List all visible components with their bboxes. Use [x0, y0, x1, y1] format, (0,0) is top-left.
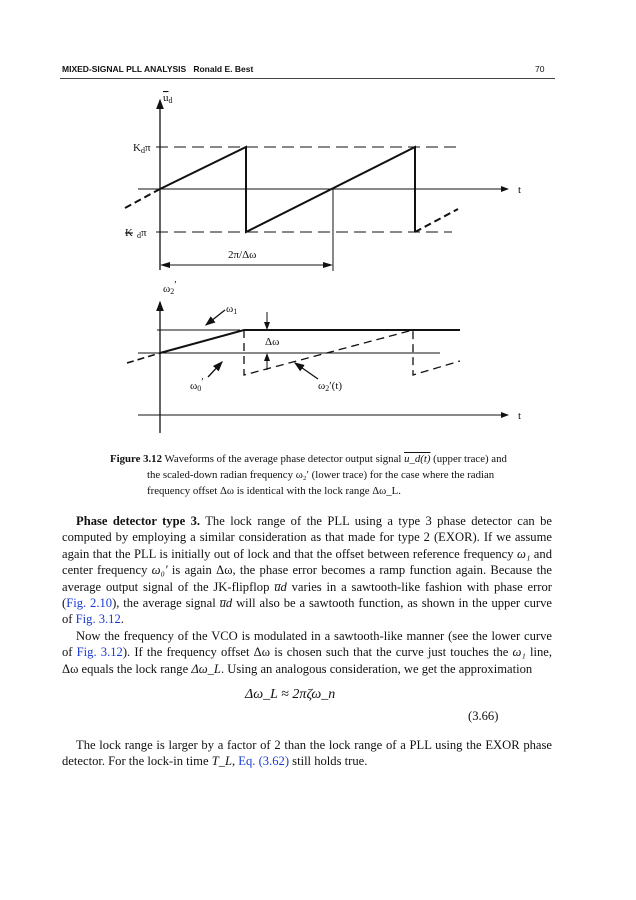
paragraph-text: and center frequency: [62, 546, 552, 578]
omega2-axis-label: ω2′: [163, 279, 177, 296]
inline-math: ω₀′: [151, 563, 168, 578]
paragraph-text: ). If the frequency offset Δω is chosen such that the curve just touches the: [122, 645, 513, 660]
caption-text-1b: (upper trace) and: [430, 453, 507, 465]
equation-number: (3.66): [468, 709, 499, 724]
cross-reference-link[interactable]: Eq. (3.62): [238, 754, 290, 769]
lower-t-label: t: [518, 410, 522, 422]
omega2-locked-trace: [160, 330, 460, 353]
cross-reference-link[interactable]: Fig. 3.12: [75, 612, 121, 627]
page-number: 70: [535, 64, 545, 74]
equation-block: [62, 685, 552, 733]
paragraph-2: [62, 628, 552, 677]
inline-math: u̅d: [274, 579, 287, 594]
paragraph-3: [62, 737, 552, 770]
upper-plot: [125, 92, 521, 271]
paragraph-text: The lock range of the PLL using a type 3 phase detector can be computed by employing a similar consideration as that made for type 2 (EXOR). If we assume again that the PLL is initially out of lock and that the offset between reference frequency: [62, 514, 552, 561]
paragraph-heading: Phase detector type 3.: [76, 514, 201, 528]
paragraph-text: . Using an analogous consideration, we get the approximation: [220, 661, 533, 676]
neg-kd-pi-label: K dπ: [125, 227, 147, 240]
ud-label: ud: [163, 92, 173, 105]
author: Ronald E. Best: [193, 64, 254, 74]
caption-label: Figure 3.12: [110, 453, 162, 465]
caption-text-1: Waveforms of the average phase detector output signal: [161, 453, 405, 465]
text-flow: [62, 451, 552, 770]
omega1-pointer: [206, 310, 225, 325]
paragraph-text: ), the average signal: [112, 596, 220, 611]
paragraph-text: will also be a sawtooth function, as shown in the upper curve of: [62, 596, 552, 627]
equation-3-66: Δω_L ≈ 2πζω_n: [245, 687, 336, 703]
omega1-label: ω1: [226, 303, 238, 316]
figure-caption: [110, 451, 552, 499]
caption-text-2: the scaled-down radian frequency ω₂′ (lower trace) for the case where the radian: [147, 469, 495, 481]
omega2t-label: ω2′(t): [318, 380, 343, 393]
inline-math: T_L: [211, 754, 232, 769]
omega0-pointer: [208, 362, 222, 377]
omega2t-pointer: [295, 363, 318, 379]
paragraph-text: line, Δω equals the lock range: [62, 645, 553, 676]
paragraph-text: varies in a sawtooth-like fashion with phase error (: [62, 579, 552, 611]
cross-reference-link[interactable]: Fig. 3.12: [76, 645, 123, 660]
inline-math: ω₁: [512, 645, 526, 660]
inline-math: u̅d: [219, 596, 233, 611]
caption-text-3: frequency offset Δω is identical with the lock range Δω_L.: [147, 485, 401, 497]
omega2-dashed-start: [127, 353, 160, 363]
kd-pi-label: Kdπ: [133, 142, 151, 155]
cross-reference-link[interactable]: Fig. 2.10: [66, 596, 113, 611]
upper-t-label: t: [518, 184, 522, 196]
sawtooth-dashed-start: [125, 189, 160, 208]
omega0-label: ω0′: [190, 376, 204, 393]
paragraph-text: .: [120, 612, 124, 627]
caption-ud-symbol: u_d(t): [404, 453, 431, 465]
paragraph-text: is again Δω, the phase error becomes a ramp function again. Because the average output signal of the JK-flipflop: [62, 563, 552, 594]
paragraph-text: Now the frequency of the VCO is modulated in a sawtooth-like manner (see the lower curve of: [62, 628, 552, 660]
paragraph-text: ,: [232, 754, 239, 769]
paragraph-text: The lock range is larger by a factor of 2 than the lock range of a PLL using the EXOR phase detector. For the lock-in time: [62, 738, 552, 769]
sawtooth-dashed-end: [415, 209, 458, 232]
period-label: 2π/Δω: [228, 249, 257, 261]
lower-plot: [127, 279, 521, 433]
delta-omega-label: Δω: [265, 336, 280, 348]
book-title: MIXED-SIGNAL PLL ANALYSIS: [62, 64, 187, 74]
paragraph-1: [62, 513, 552, 628]
inline-math: ω₁: [517, 546, 531, 561]
paragraph-text: still holds true.: [289, 754, 368, 769]
inline-math: Δω_L: [191, 661, 221, 676]
